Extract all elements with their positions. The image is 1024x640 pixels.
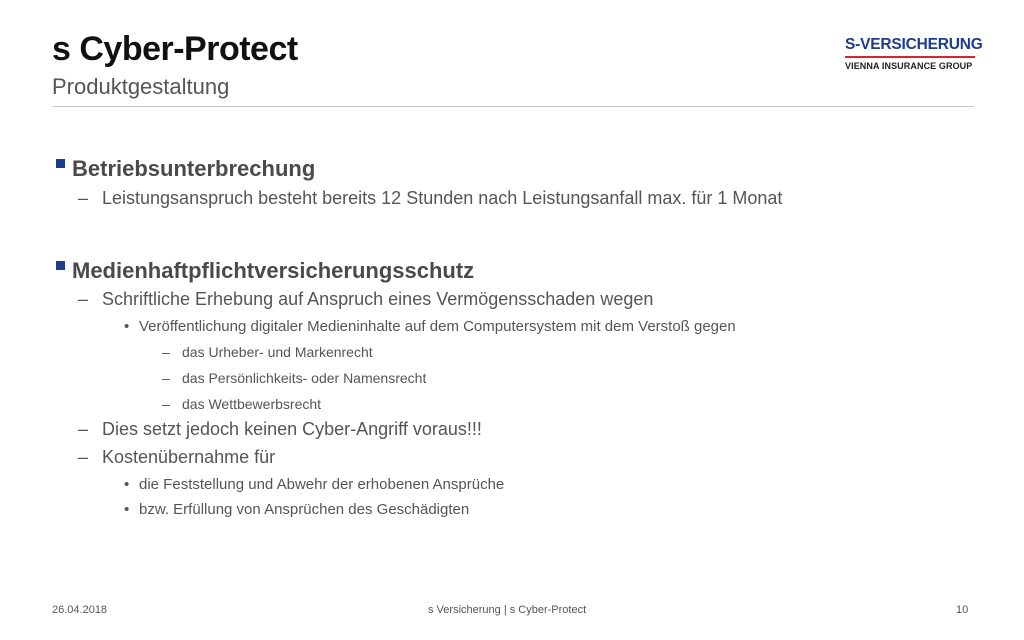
list-item [78, 188, 782, 209]
section-heading-betriebsunterbrechung [56, 156, 315, 182]
section-heading-text: Medienhaftpflichtversicherungsschutz [72, 258, 475, 283]
list-item [162, 396, 321, 412]
dash-marker: – [78, 447, 89, 467]
list-item [162, 344, 373, 360]
square-bullet-icon [56, 159, 65, 168]
dash-marker: – [78, 289, 89, 309]
list-item [78, 419, 482, 440]
list-item [124, 476, 504, 493]
list-item [124, 318, 736, 335]
company-logo [845, 36, 983, 71]
list-item [162, 370, 426, 386]
square-bullet-icon [56, 261, 65, 270]
bullet-marker: • [124, 318, 130, 335]
section-heading-text: Betriebsunterbrechung [72, 156, 316, 181]
dash-marker: – [162, 344, 170, 360]
slide-subtitle: Produktgestaltung [52, 74, 230, 99]
section-heading-medienhaftpflicht [56, 258, 474, 284]
list-item-text: das Persönlichkeits- oder Namensrecht [182, 370, 427, 386]
list-item-text: Veröffentlichung digitaler Medieninhalte auf dem Computersystem mit dem Verstoß gegen [139, 318, 736, 335]
list-item-text: die Feststellung und Abwehr der erhobenen Ansprüche [139, 476, 505, 493]
list-item-text: Dies setzt jedoch keinen Cyber-Angriff voraus!!! [102, 419, 482, 439]
header-divider [52, 106, 974, 107]
bullet-marker: • [124, 476, 130, 493]
list-item-text: bzw. Erfüllung von Ansprüchen des Geschädigten [139, 501, 470, 518]
slide-title: s Cyber-Protect [52, 30, 298, 68]
dash-marker: – [162, 370, 170, 386]
list-item-text: das Wettbewerbsrecht [182, 396, 322, 412]
bullet-marker: • [124, 501, 130, 518]
list-item [124, 501, 469, 518]
footer-center-text: s Versicherung | s Cyber-Protect [428, 604, 587, 616]
list-item [78, 289, 653, 310]
list-item-text: das Urheber- und Markenrecht [182, 344, 373, 360]
list-item [78, 447, 275, 468]
logo-accent-line [845, 56, 975, 58]
list-item-text: Schriftliche Erhebung auf Anspruch eines Vermögensschaden wegen [102, 289, 654, 309]
list-item-text: Leistungsanspruch besteht bereits 12 Stunden nach Leistungsanfall max. für 1 Monat [102, 188, 783, 208]
logo-brand-text: S-VERSICHERUNG [845, 36, 983, 53]
footer-page-number: 10 [956, 604, 969, 616]
dash-marker: – [78, 188, 89, 208]
footer-date: 26.04.2018 [52, 604, 108, 616]
dash-marker: – [78, 419, 89, 439]
dash-marker: – [162, 396, 170, 412]
logo-group-text: VIENNA INSURANCE GROUP [845, 61, 973, 71]
list-item-text: Kostenübernahme für [102, 447, 276, 467]
